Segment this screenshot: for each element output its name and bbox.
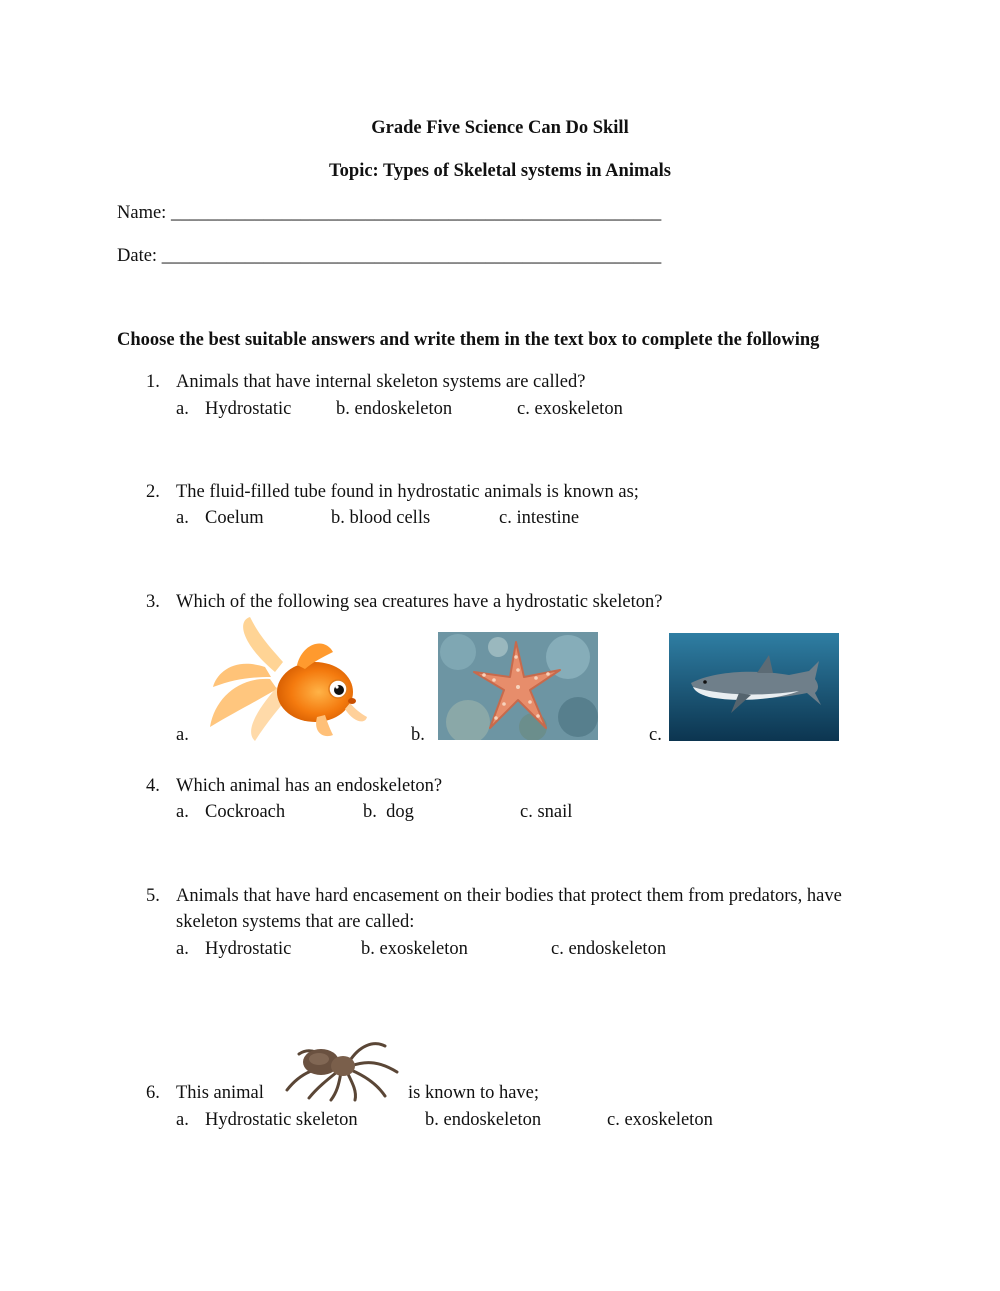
question-1-option-a-marker: a. [176,399,189,419]
name-field[interactable] [117,204,661,223]
question-3-number: 3. [146,592,160,612]
question-5-option-c[interactable]: c. endoskeleton [551,939,667,959]
date-field[interactable] [117,247,661,266]
name-label: Name: [117,203,167,223]
instructions: Choose the best suitable answers and write them in the text box to complete the following [117,330,820,350]
question-4-option-c[interactable]: c. snail [520,802,573,822]
question-5-number: 5. [146,886,160,906]
question-4-option-a-marker: a. [176,802,189,822]
question-5-text-line-2: skeleton systems that are called: [176,912,415,932]
question-3-text: Which of the following sea creatures have a hydrostatic skeleton? [176,592,663,612]
question-4-text: Which animal has an endoskeleton? [176,776,443,796]
date-label: Date: [117,246,158,266]
question-6-option-b[interactable]: b. endoskeleton [425,1110,542,1130]
worksheet-title: Grade Five Science Can Do Skill [371,118,629,138]
question-2-option-a[interactable]: Coelum [205,508,264,528]
question-4-number: 4. [146,776,160,796]
goldfish-image [205,617,370,742]
question-5-text-line-1: Animals that have hard encasement on their bodies that protect them from predators, have [176,886,842,906]
question-6-text-before: This animal [176,1083,264,1103]
question-5-option-a[interactable]: Hydrostatic [205,939,292,959]
date-line[interactable]: ______________________________________________________ [161,246,662,266]
question-5-option-a-marker: a. [176,939,189,959]
spider-image [281,1032,402,1102]
question-2-number: 2. [146,482,160,502]
question-6-option-a[interactable]: Hydrostatic skeleton [205,1110,358,1130]
question-1-text: Animals that have internal skeleton systems are called? [176,372,586,392]
starfish-image [438,632,598,740]
question-1-number: 1. [146,372,160,392]
question-3-option-a[interactable]: a. [176,725,189,745]
question-5-option-b[interactable]: b. exoskeleton [361,939,468,959]
question-3-option-b[interactable]: b. [411,725,425,745]
question-1-option-b[interactable]: b. endoskeleton [336,399,453,419]
question-2-option-b[interactable]: b. blood cells [331,508,431,528]
question-2-option-c[interactable]: c. intestine [499,508,580,528]
question-6-option-a-marker: a. [176,1110,189,1130]
question-6-number: 6. [146,1083,160,1103]
question-3-option-c[interactable]: c. [649,725,662,745]
question-1-option-a[interactable]: Hydrostatic [205,399,292,419]
question-4-option-b[interactable]: b. dog [363,802,414,822]
question-6-text-after: is known to have; [408,1083,540,1103]
question-1-option-c[interactable]: c. exoskeleton [517,399,623,419]
question-6-option-c[interactable]: c. exoskeleton [607,1110,713,1130]
question-2-option-a-marker: a. [176,508,189,528]
name-line[interactable]: _____________________________________________________ [170,203,662,223]
question-4-option-a[interactable]: Cockroach [205,802,286,822]
shark-image [669,633,839,741]
worksheet-topic: Topic: Types of Skeletal systems in Animals [329,161,671,181]
question-2-text: The fluid-filled tube found in hydrostatic animals is known as; [176,482,639,502]
